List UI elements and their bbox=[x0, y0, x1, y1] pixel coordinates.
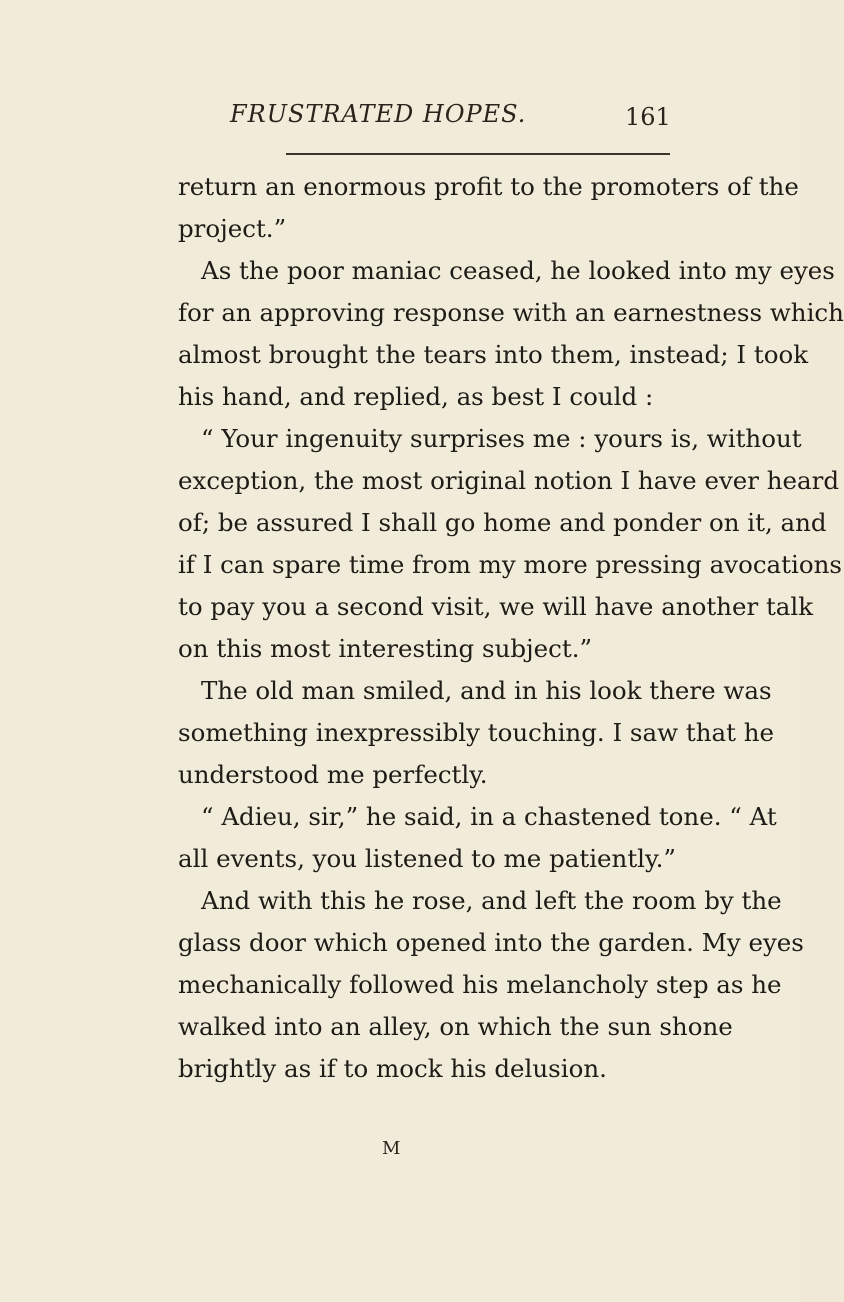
text-line: “ Your ingenuity surprises me : yours is, without bbox=[201, 424, 802, 453]
text-line: As the poor maniac ceased, he looked into my eyes bbox=[201, 256, 835, 285]
text-line: something inexpressibly touching. I saw that he bbox=[178, 718, 775, 747]
body-text bbox=[178, 166, 844, 1090]
signature-mark: M bbox=[382, 1138, 402, 1159]
header-rule bbox=[286, 153, 670, 155]
text-line: “ Adieu, sir,” he said, in a chastened tone. “ At bbox=[201, 802, 777, 831]
text-line: of; be assured I shall go home and ponder on it, and bbox=[178, 508, 827, 537]
text-line: understood me perfectly. bbox=[178, 760, 488, 789]
text-line: if I can spare time from my more pressing avocations bbox=[178, 550, 842, 579]
text-line: exception, the most original notion I have ever heard bbox=[178, 466, 840, 495]
text-line: glass door which opened into the garden. My eyes bbox=[178, 928, 804, 957]
text-line: almost brought the tears into them, instead; I took bbox=[178, 340, 809, 369]
text-line: mechanically followed his melancholy step as he bbox=[178, 970, 782, 999]
running-title: FRUSTRATED HOPES. bbox=[230, 100, 527, 128]
text-line: his hand, and replied, as best I could : bbox=[178, 382, 654, 411]
text-line: The old man smiled, and in his look there was bbox=[201, 676, 772, 705]
text-line: return an enormous profit to the promoters of the bbox=[178, 172, 799, 201]
text-line: project.” bbox=[178, 214, 287, 243]
text-line: And with this he rose, and left the room by the bbox=[201, 886, 782, 915]
text-line: for an approving response with an earnestness which bbox=[178, 298, 844, 327]
text-line: all events, you listened to me patiently.” bbox=[178, 844, 676, 873]
page-number: 161 bbox=[625, 103, 671, 131]
text-line: to pay you a second visit, we will have another talk bbox=[178, 592, 814, 621]
text-line: brightly as if to mock his delusion. bbox=[178, 1054, 607, 1083]
text-line: walked into an alley, on which the sun shone bbox=[178, 1012, 733, 1041]
text-line: on this most interesting subject.” bbox=[178, 634, 593, 663]
